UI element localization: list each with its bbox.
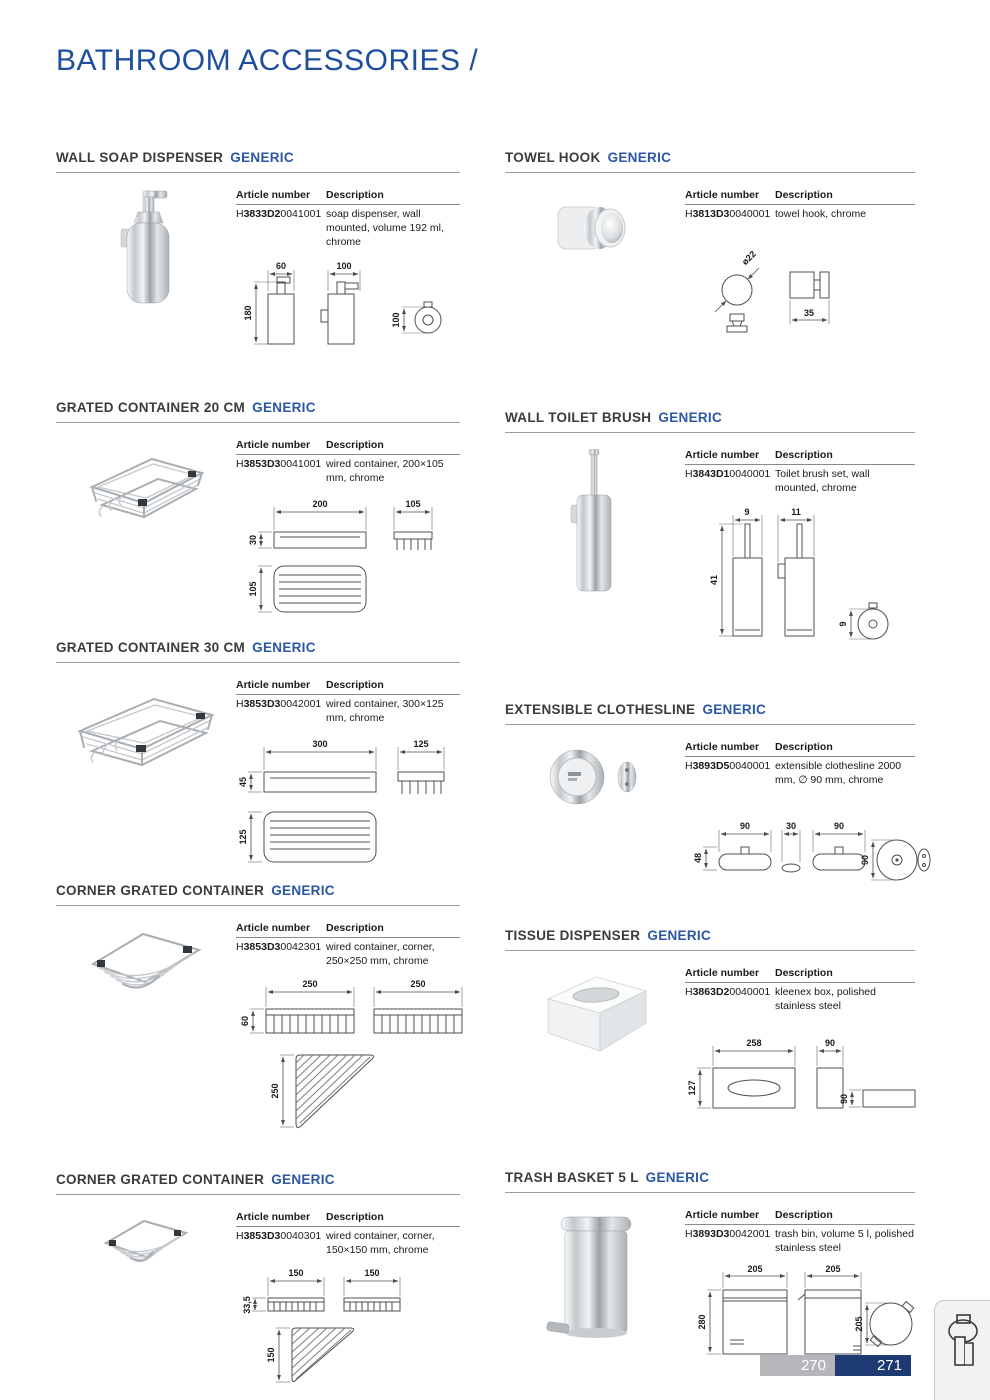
description-header: Description (775, 741, 833, 753)
technical-drawing (685, 1264, 915, 1367)
corner-basket-photo (83, 922, 209, 1014)
svg-text:90: 90 (839, 1093, 849, 1104)
article-rest: 0041001 (280, 458, 322, 470)
description-header: Description (775, 449, 833, 461)
product-name: TRASH BASKET 5 L (505, 1170, 639, 1185)
svg-text:250: 250 (410, 978, 426, 989)
product-section-extensible-clothesline (505, 702, 915, 901)
svg-text:9: 9 (744, 506, 750, 517)
description-header: Description (326, 922, 384, 934)
product-section-trash-basket (505, 1170, 915, 1367)
article-number-header: Article number (685, 967, 760, 979)
table-header (685, 1209, 915, 1225)
product-name: GRATED CONTAINER 30 CM (56, 640, 246, 655)
article-number-header: Article number (685, 189, 760, 201)
svg-text:11: 11 (791, 506, 801, 517)
article-rest: 0041001 (280, 208, 322, 220)
brand-label: GENERIC (702, 702, 767, 717)
trash-bin-drawing (685, 1264, 917, 1362)
product-name: CORNER GRATED CONTAINER (56, 1172, 265, 1187)
description-header: Description (775, 189, 833, 201)
article-bold: 3853D3 (243, 1230, 281, 1242)
article-prefix: H (685, 468, 693, 480)
description-header: Description (775, 967, 833, 979)
product-section-grated-container-20 (56, 400, 460, 625)
product-photo-towel-hook (505, 189, 685, 341)
wire-basket-30-drawing (236, 734, 458, 870)
product-name: WALL SOAP DISPENSER (56, 150, 224, 165)
svg-text:90: 90 (833, 820, 845, 831)
product-photo-tissue-box (505, 967, 685, 1139)
article-prefix: H (236, 208, 244, 220)
table-header (236, 922, 460, 938)
towel-hook-icon (945, 1313, 981, 1371)
product-photo-wire-basket-30 (56, 679, 236, 875)
technical-drawing (685, 230, 915, 341)
svg-text:90: 90 (824, 1037, 836, 1048)
svg-text:30: 30 (785, 820, 797, 831)
soap-dispenser-drawing (236, 258, 458, 354)
brand-label: GENERIC (658, 410, 723, 425)
svg-text:60: 60 (275, 260, 287, 271)
brand-label: GENERIC (230, 150, 294, 165)
product-section-wall-toilet-brush (505, 410, 915, 659)
product-section-wall-soap-dispenser (56, 150, 460, 359)
table-row (236, 205, 460, 250)
table-row (236, 1227, 460, 1258)
product-photo-trash-bin (505, 1209, 685, 1367)
article-bold: 3853D3 (243, 941, 281, 953)
product-name: EXTENSIBLE CLOTHESLINE (505, 702, 696, 717)
product-section-corner-container-250 (56, 883, 460, 1140)
product-name: GRATED CONTAINER 20 CM (56, 400, 246, 415)
brand-label: GENERIC (271, 883, 335, 898)
article-number (685, 208, 775, 222)
product-photo-toilet-brush (505, 449, 685, 659)
svg-text:100: 100 (336, 260, 352, 271)
towel-hook-photo (548, 189, 643, 267)
description: extensible clothesline 2000 mm, ∅ 90 mm, chrome (775, 760, 902, 786)
table-row (685, 983, 915, 1014)
article-rest: 0042301 (280, 941, 322, 953)
section-header (56, 1172, 460, 1195)
table-header (236, 439, 460, 455)
svg-text:45: 45 (238, 776, 248, 787)
section-edge-tab (934, 1300, 990, 1400)
article-prefix: H (236, 698, 244, 710)
svg-text:35: 35 (803, 307, 815, 318)
svg-text:180: 180 (243, 305, 253, 321)
svg-text:41: 41 (709, 574, 719, 585)
table-row (685, 465, 915, 496)
product-photo-soap-dispenser (56, 189, 236, 359)
article-bold: 3853D3 (243, 698, 281, 710)
section-header (505, 150, 915, 173)
article-prefix: H (685, 208, 693, 220)
product-photo-clothesline (505, 741, 685, 901)
svg-text:250: 250 (302, 978, 318, 989)
article-rest: 0042001 (280, 698, 322, 710)
article-rest: 0040001 (729, 760, 771, 772)
article-prefix: H (236, 941, 244, 953)
article-number-header: Article number (685, 741, 760, 753)
table-row (236, 695, 460, 726)
svg-text:105: 105 (248, 581, 258, 597)
description-header: Description (326, 439, 384, 451)
description-header: Description (326, 189, 384, 201)
svg-text:ø22: ø22 (739, 248, 758, 267)
article-bold: 3893D3 (692, 1228, 730, 1240)
svg-text:200: 200 (312, 498, 328, 509)
description: towel hook, chrome (775, 208, 867, 220)
svg-text:205: 205 (747, 1263, 763, 1274)
towel-hook-drawing (685, 230, 910, 336)
description: soap dispenser, wall mounted, volume 192 ml, chrome (326, 208, 444, 248)
svg-text:250: 250 (270, 1083, 280, 1099)
svg-text:150: 150 (364, 1267, 380, 1278)
page-title: BATHROOM ACCESSORIES / (56, 44, 479, 77)
article-prefix: H (685, 986, 693, 998)
technical-drawing (685, 1022, 915, 1139)
article-bold: 3893D5 (692, 760, 730, 772)
clothesline-drawing (685, 796, 931, 896)
article-rest: 0040001 (729, 468, 771, 480)
tissue-box-drawing (685, 1022, 917, 1134)
technical-drawing (236, 258, 460, 359)
technical-drawing (236, 977, 460, 1140)
article-bold: 3843D1 (692, 468, 730, 480)
brand-label: GENERIC (645, 1170, 710, 1185)
article-number (685, 760, 775, 788)
description: wired container, corner, 250×250 mm, chrome (326, 941, 435, 967)
product-name: TISSUE DISPENSER (505, 928, 641, 943)
table-header (236, 1211, 460, 1227)
article-number-header: Article number (236, 1211, 311, 1223)
toilet-brush-drawing (685, 504, 913, 654)
svg-text:280: 280 (697, 1314, 707, 1330)
article-number (236, 208, 326, 250)
section-header (56, 640, 460, 663)
product-section-grated-container-30 (56, 640, 460, 875)
description: wired container, 200×105 mm, chrome (326, 458, 444, 484)
brand-label: GENERIC (252, 640, 316, 655)
technical-drawing (236, 734, 460, 875)
svg-text:258: 258 (746, 1037, 762, 1048)
svg-text:150: 150 (266, 1347, 276, 1363)
section-header (56, 883, 460, 906)
product-name: WALL TOILET BRUSH (505, 410, 652, 425)
table-row (685, 757, 915, 788)
brand-label: GENERIC (252, 400, 316, 415)
product-photo-corner-basket (56, 922, 236, 1140)
svg-text:48: 48 (693, 852, 703, 863)
table-header (236, 189, 460, 205)
table-header (685, 449, 915, 465)
svg-text:9: 9 (838, 621, 848, 627)
brand-label: GENERIC (271, 1172, 335, 1187)
svg-text:90: 90 (739, 820, 751, 831)
svg-text:127: 127 (687, 1080, 697, 1096)
toilet-brush-photo (560, 449, 630, 597)
svg-text:90: 90 (860, 854, 870, 865)
description-header: Description (326, 679, 384, 691)
technical-drawing (685, 504, 915, 659)
section-header (56, 150, 460, 173)
description: wired container, 300×125 mm, chrome (326, 698, 444, 724)
product-section-tissue-dispenser (505, 928, 915, 1139)
wire-basket-20-drawing (236, 494, 458, 620)
svg-text:105: 105 (405, 498, 421, 509)
article-number-header: Article number (236, 922, 311, 934)
table-header (685, 189, 915, 205)
article-bold: 3813D3 (692, 208, 730, 220)
svg-text:300: 300 (312, 738, 328, 749)
article-bold: 3863D2 (692, 986, 730, 998)
description: Toilet brush set, wall mounted, chrome (775, 468, 870, 494)
svg-text:125: 125 (238, 829, 248, 845)
product-photo-corner-basket-small (56, 1211, 236, 1393)
trash-bin-photo (543, 1209, 647, 1345)
article-rest: 0040301 (280, 1230, 322, 1242)
soap-dispenser-photo (107, 189, 185, 307)
svg-text:205: 205 (825, 1263, 841, 1274)
article-number (685, 468, 775, 496)
technical-drawing (236, 494, 460, 625)
article-prefix: H (236, 458, 244, 470)
table-row (236, 455, 460, 486)
table-header (685, 967, 915, 983)
description: trash bin, volume 5 l, polished stainless steel (775, 1228, 914, 1254)
table-row (685, 205, 915, 222)
brand-label: GENERIC (647, 928, 712, 943)
product-name: CORNER GRATED CONTAINER (56, 883, 265, 898)
table-header (236, 679, 460, 695)
article-bold: 3853D3 (243, 458, 281, 470)
corner-basket-250-drawing (236, 977, 466, 1135)
article-prefix: H (685, 1228, 693, 1240)
svg-text:60: 60 (240, 1015, 250, 1026)
article-rest: 0040001 (729, 986, 771, 998)
svg-text:125: 125 (413, 738, 429, 749)
article-bold: 3833D2 (243, 208, 281, 220)
page-number-left: 270 (760, 1355, 835, 1376)
technical-drawing (236, 1266, 460, 1393)
table-row (236, 938, 460, 969)
brand-label: GENERIC (607, 150, 672, 165)
section-header (505, 928, 915, 951)
description: kleenex box, polished stainless steel (775, 986, 876, 1012)
description-header: Description (775, 1209, 833, 1221)
svg-text:100: 100 (391, 312, 401, 328)
product-section-corner-container-150 (56, 1172, 460, 1393)
article-number-header: Article number (685, 1209, 760, 1221)
product-section-towel-hook (505, 150, 915, 341)
article-rest: 0040001 (729, 208, 771, 220)
article-number (236, 1230, 326, 1258)
product-name: TOWEL HOOK (505, 150, 601, 165)
article-prefix: H (236, 1230, 244, 1242)
table-row (685, 1225, 915, 1256)
section-header (505, 410, 915, 433)
article-number (236, 698, 326, 726)
article-number (236, 458, 326, 486)
clothesline-photo (539, 741, 651, 813)
article-prefix: H (685, 760, 693, 772)
section-header (56, 400, 460, 423)
corner-basket-150-drawing (236, 1266, 458, 1388)
article-number-header: Article number (236, 439, 311, 451)
article-number-header: Article number (685, 449, 760, 461)
article-number-header: Article number (236, 189, 311, 201)
wire-basket-photo (70, 679, 222, 787)
product-photo-wire-basket-20 (56, 439, 236, 625)
svg-text:150: 150 (288, 1267, 304, 1278)
description-header: Description (326, 1211, 384, 1223)
section-header (505, 702, 915, 725)
page-number-right: 271 (835, 1355, 911, 1376)
article-number (236, 941, 326, 969)
svg-text:33,5: 33,5 (242, 1295, 252, 1314)
article-number-header: Article number (236, 679, 311, 691)
technical-drawing (685, 796, 915, 901)
table-header (685, 741, 915, 757)
article-number (685, 1228, 775, 1256)
wire-basket-photo (80, 439, 212, 539)
section-header (505, 1170, 915, 1193)
corner-basket-photo (98, 1211, 194, 1281)
article-rest: 0042001 (729, 1228, 771, 1240)
svg-text:205: 205 (854, 1316, 864, 1332)
article-number (685, 986, 775, 1014)
svg-text:30: 30 (248, 534, 258, 545)
tissue-box-photo (536, 967, 654, 1055)
description: wired container, corner, 150×150 mm, chrome (326, 1230, 435, 1256)
